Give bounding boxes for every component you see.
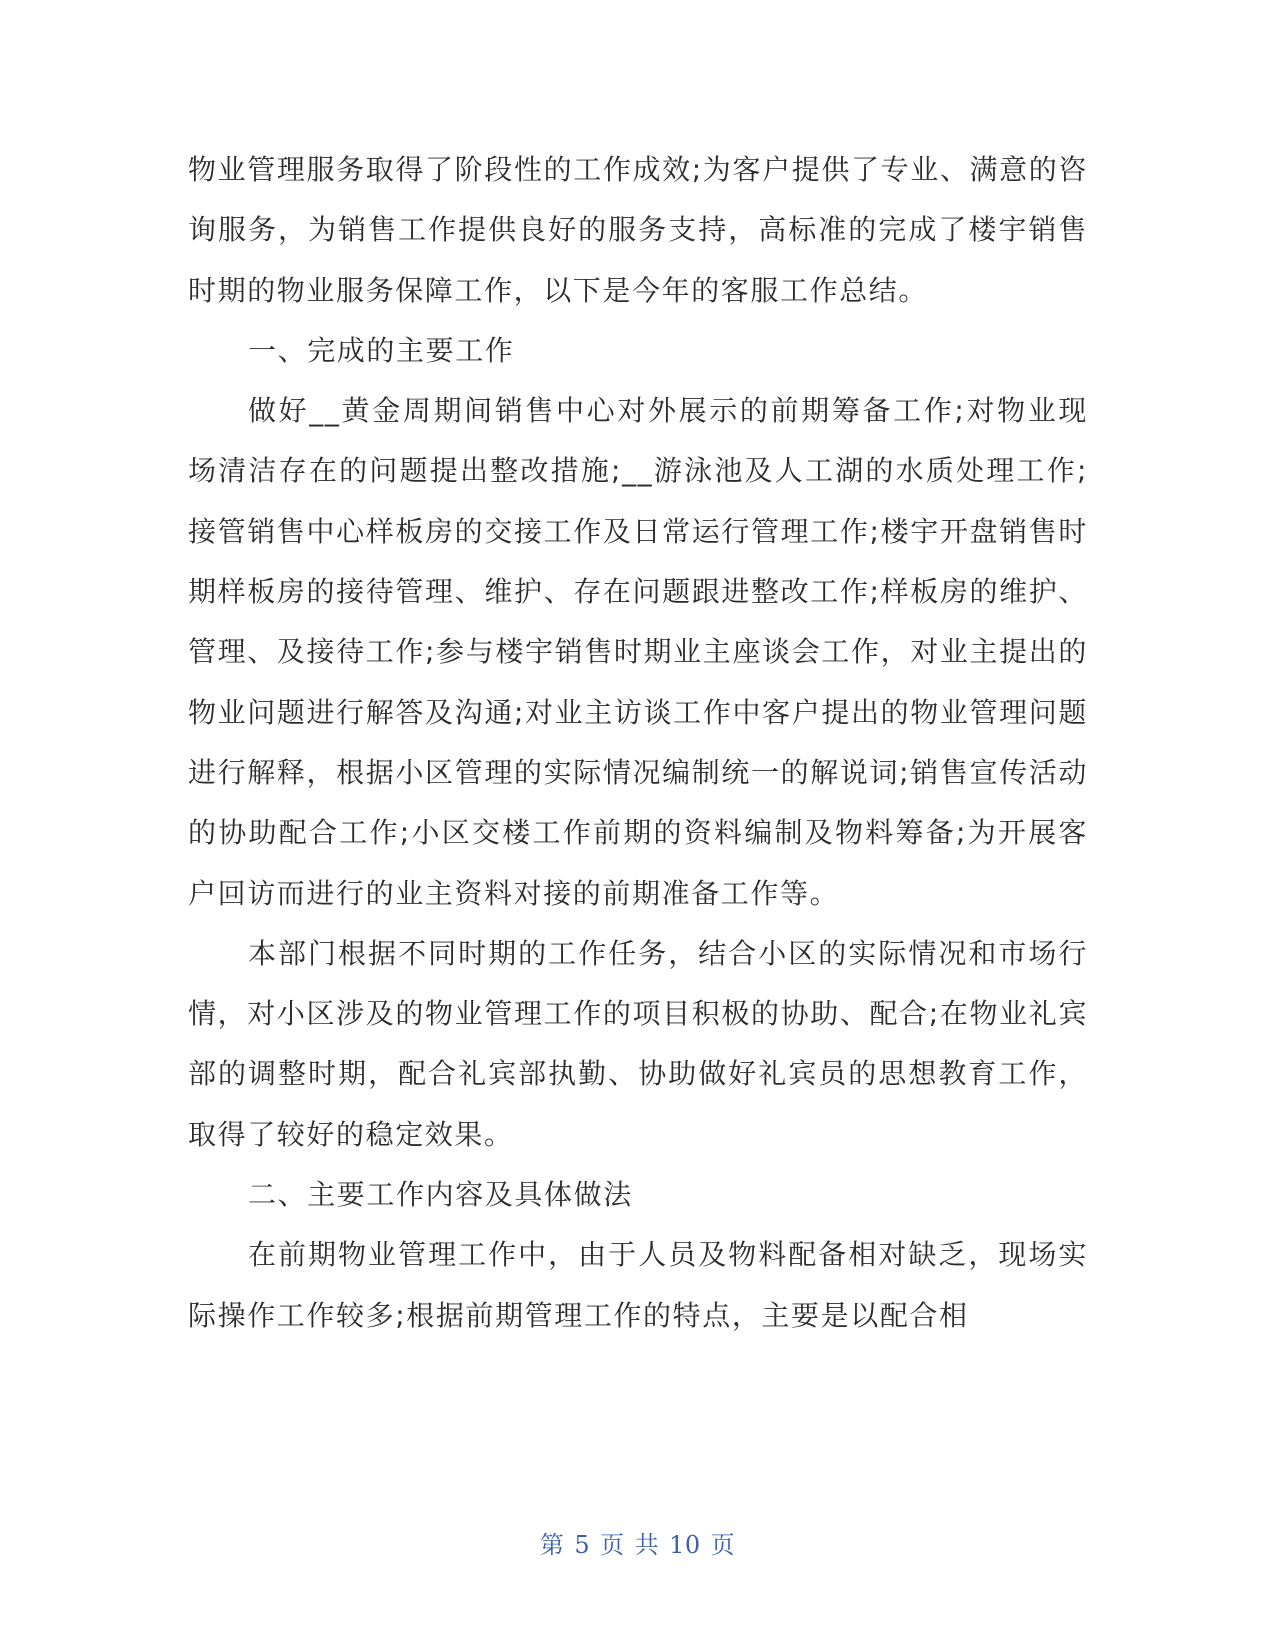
footer-total-unit: 页 — [710, 1531, 736, 1559]
footer-prefix: 第 — [539, 1531, 565, 1559]
section-heading-work-content: 二、主要工作内容及具体做法 — [248, 1178, 633, 1212]
section-heading-completed-work: 一、完成的主要工作 — [248, 333, 515, 367]
paragraph-early-stage: 在前期物业管理工作中，由于人员及物料配备相对缺乏，现场实际操作工作较多;根据前期管理工作的特点，主要是以配合相 — [188, 1238, 1088, 1332]
paragraph-intro-continued: 物业管理服务取得了阶段性的工作成效;为客户提供了专业、满意的咨询服务，为销售工作提供良好的服务支持，高标准的完成了楼宇销售时期的物业服务保障工作，以下是今年的客服工作总结。 — [188, 153, 1088, 307]
footer-current-page: 5 — [574, 1531, 591, 1559]
footer-total-label: 共 — [634, 1531, 660, 1559]
page-footer — [0, 1525, 1275, 1560]
footer-page-unit: 页 — [600, 1531, 625, 1559]
document-body — [188, 140, 1088, 1346]
paragraph-work-done: 做好__黄金周期间销售中心对外展示的前期筹备工作;对物业现场清洁存在的问题提出整改措施;__游泳池及人工湖的水质处理工作;接管销售中心样板房的交接工作及日常运行管理工作;楼宇开盘销售时期样板房的接待管理、维护、存在问题跟进整改工作;样板房的维护、管理、及接待工作;参与楼宇销售时期业主座谈会工作，对业主提出的物业问题进行解答及沟通;对业主访谈工作中客户提出的物业管理问题进行解释，根据小区管理的实际情况编制统一的解说词;销售宣传活动的协助配合工作;小区交楼工作前期的资料编制及物料筹备;为开展客户回访而进行的业主资料对接的前期准备工作等。 — [188, 394, 1088, 910]
paragraph-department: 本部门根据不同时期的工作任务，结合小区的实际情况和市场行情，对小区涉及的物业管理工作的项目积极的协助、配合;在物业礼宾部的调整时期，配合礼宾部执勤、协助做好礼宾员的思想教育工作，取得了较好的稳定效果。 — [188, 936, 1088, 1151]
footer-total-pages: 10 — [669, 1531, 701, 1559]
